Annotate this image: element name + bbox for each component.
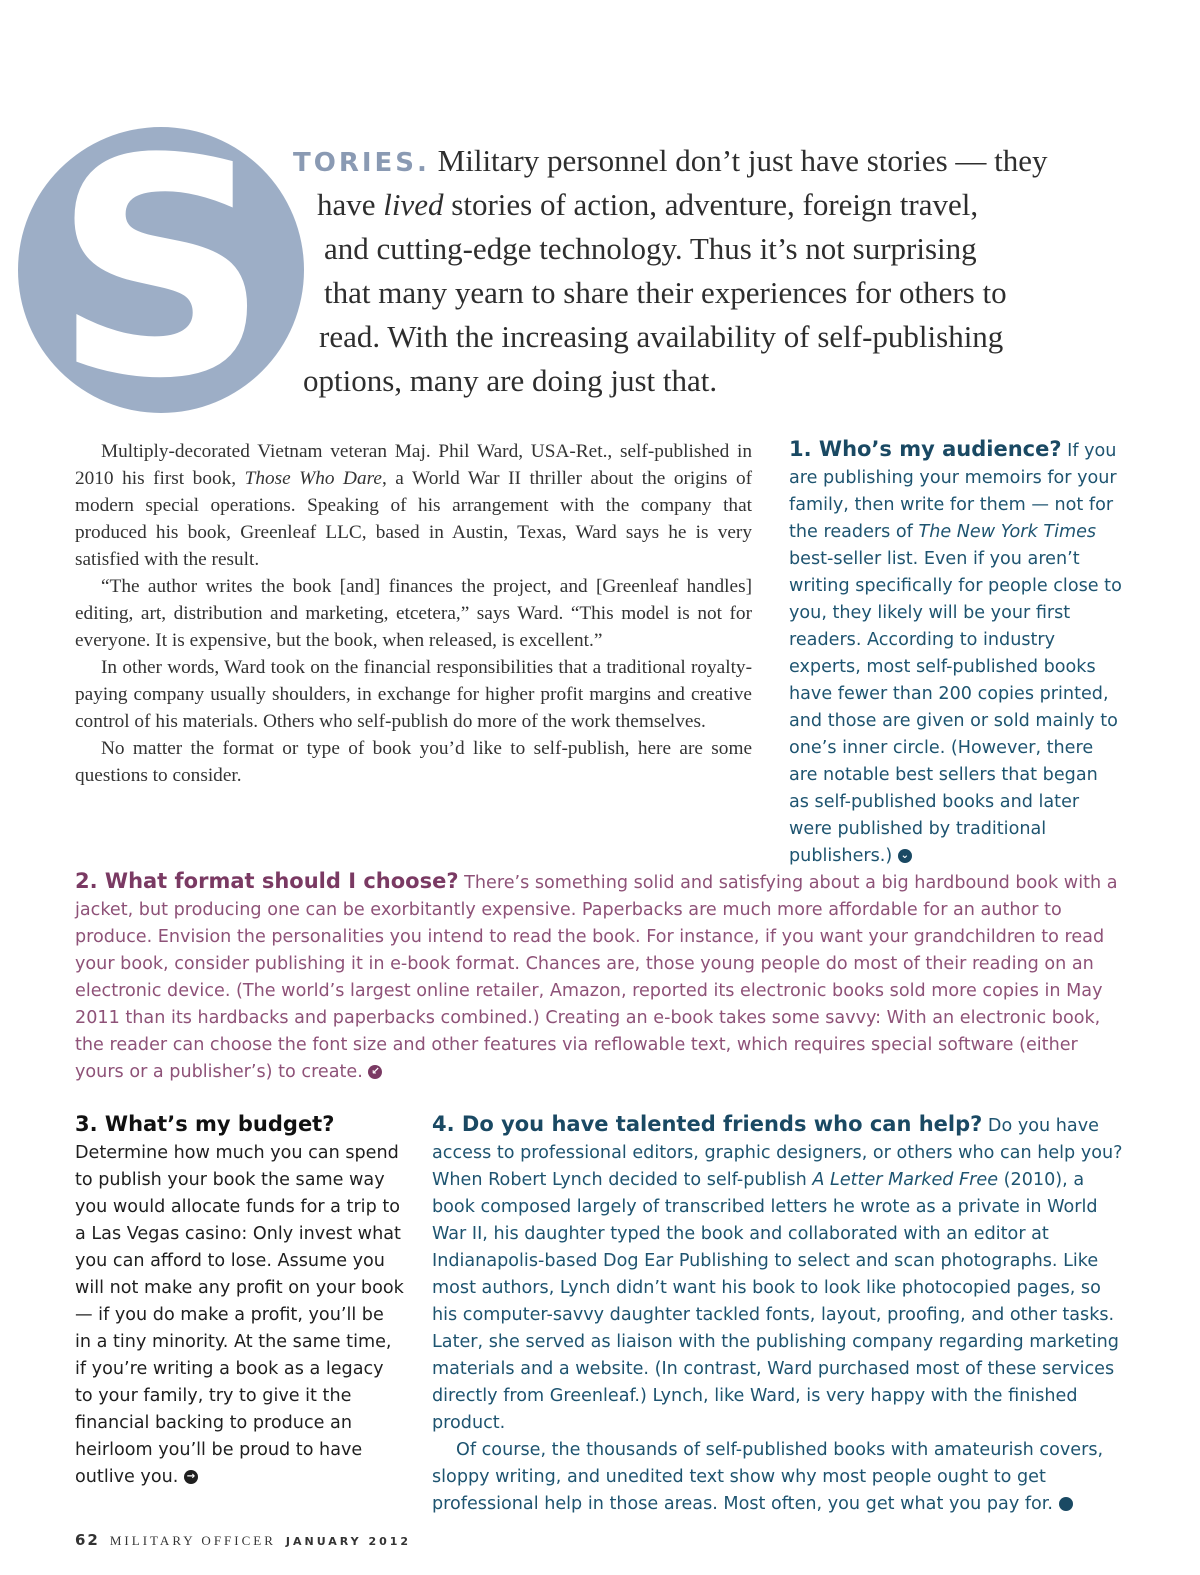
end-mark-icon: ⌄ [898, 849, 912, 863]
intro-line-6: options, many are doing just that. [303, 363, 718, 398]
intro-emphasis: lived [383, 187, 444, 222]
body-paragraph: “The author writes the book [and] finances the project, and [Greenleaf handles] editing, art, distribution and marketing, etcetera,” says Ward. “This model is not for everyone. It is expensive, but the book, when released, is excellent.” [75, 576, 752, 651]
question-3-heading: 3. What’s my budget? [75, 1112, 335, 1136]
newspaper-title: The New York Times [918, 522, 1097, 542]
question-3-block: 3. What’s my budget? Determine how much you can spend to publish your book the same way you would allocate funds for a trip to a Las Vegas casino: Only invest what you can afford to lose. Assume you will not make any profit on your book — if you do make a profit, you’ll be in a tiny minority. At the same time, if you’re writing a book as a legacy to your family, try to give it the financial backing to produce an heirloom you’ll be proud to have outlive you. → [75, 1112, 404, 1487]
question-2-heading: 2. What format should I choose? [75, 869, 459, 893]
question-4-heading: 4. Do you have talented friends who can help? [432, 1112, 983, 1136]
intro-line-3: and cutting-edge technology. Thus it’s not surprising [324, 231, 977, 266]
drop-cap-circle [18, 95, 304, 444]
issue-date: JANUARY 2012 [285, 1535, 412, 1548]
drop-cap-letter: S [52, 95, 270, 444]
intro-line-2: have lived stories of action, adventure, foreign travel, [317, 187, 979, 222]
question-1-heading: 1. Who’s my audience? [789, 437, 1062, 461]
intro-line-1: TORIES. Military personnel don’t just have stories — they [293, 143, 1048, 178]
question-4-block: 4. Do you have talented friends who can help? Do you have access to professional editors, graphic designers, or others who can help you? When Robert Lynch decided to self-publish A Letter Marked Free (2010), a book composed largely of transcribed letters he wrote as a private in World War II, his daughter typed the book and collaborated with an editor at Indianapolis-based Dog Ear Publishing to select and scan photographs. Like most authors, Lynch didn’t want his book to look like photocopied pages, so his computer-savvy daughter tackled fonts, layout, proofing, and other tasks. Later, she served as liaison with the publishing company regarding marketing materials and a website. (In contrast, Ward purchased most of these services directly from Greenleaf.) Lynch, like Ward, is very happy with the finished product. Of course, the thousands of self-published books with amateurish covers, sloppy writing, and unedited text show why most people ought to get professional help in those areas. Most often, you get what you pay for. ↗ [432, 1112, 1123, 1514]
end-mark-icon: → [184, 1470, 198, 1484]
page-number: 62 [75, 1531, 100, 1549]
body-paragraph: Multiply-decorated Vietnam veteran Maj. Phil Ward, USA-Ret., self-published in 2010 his first book, Those Who Dare, a World War II thriller about the origins of modern special operations. Speaking of his arrangement with the company that produced his book, Greenleaf LLC, based in Austin, Texas, Ward says he is very satisfied with the result. [75, 441, 753, 570]
end-mark-icon: ↙ [368, 1065, 382, 1079]
magazine-name: MILITARY OFFICER [109, 1533, 276, 1548]
body-paragraph: No matter the format or type of book you’d like to self-publish, here are some questions to consider. [75, 738, 752, 786]
lead-word: TORIES. [293, 148, 430, 178]
article-body [75, 438, 752, 789]
intro-line-4: that many yearn to share their experiences for others to [324, 275, 1007, 310]
book-title: A Letter Marked Free [812, 1170, 999, 1190]
question-2-block: 2. What format should I choose? There’s something solid and satisfying about a big hardbound book with a jacket, but producing one can be exorbitantly expensive. Paperbacks are much more affordable for an author to produce. Envision the personalities you intend to read the book. For instance, if you want your grandchildren to read your book, consider publishing it in e-book format. Chances are, those young people do most of their reading on an electronic device. (The world’s largest online retailer, Amazon, reported its electronic books sold more copies in May 2011 than its hardbacks and paperbacks combined.) Creating an e-book takes some savvy: With an electronic book, the reader can choose the font size and other features via reflowable text, which requires special software (either yours or a publisher’s) to create. ↙ [75, 869, 1118, 1082]
end-mark-icon: ↗ [1059, 1497, 1073, 1511]
body-paragraph: In other words, Ward took on the financial responsibilities that a traditional royalty-paying company usually shoulders, in exchange for higher profit margins and creative control of his materials. Others who self-publish do more of the work themselves. [75, 657, 752, 732]
question-1-block: 1. Who’s my audience? If you are publishing your memoirs for your family, then write for them — not for the readers of The New York Times best-seller list. Even if you aren’t writing specifically for people close to you, they likely will be your first readers. According to industry experts, most self-published books have fewer than 200 copies printed, and those are given or sold mainly to one’s inner circle. (However, there are notable best sellers that began as self-published books and later were published by traditional publishers.) ⌄ [789, 437, 1122, 866]
intro-line-5: read. With the increasing availability of self-publishing [319, 319, 1004, 354]
page-footer [75, 1531, 411, 1549]
book-title: Those Who Dare [244, 468, 382, 489]
